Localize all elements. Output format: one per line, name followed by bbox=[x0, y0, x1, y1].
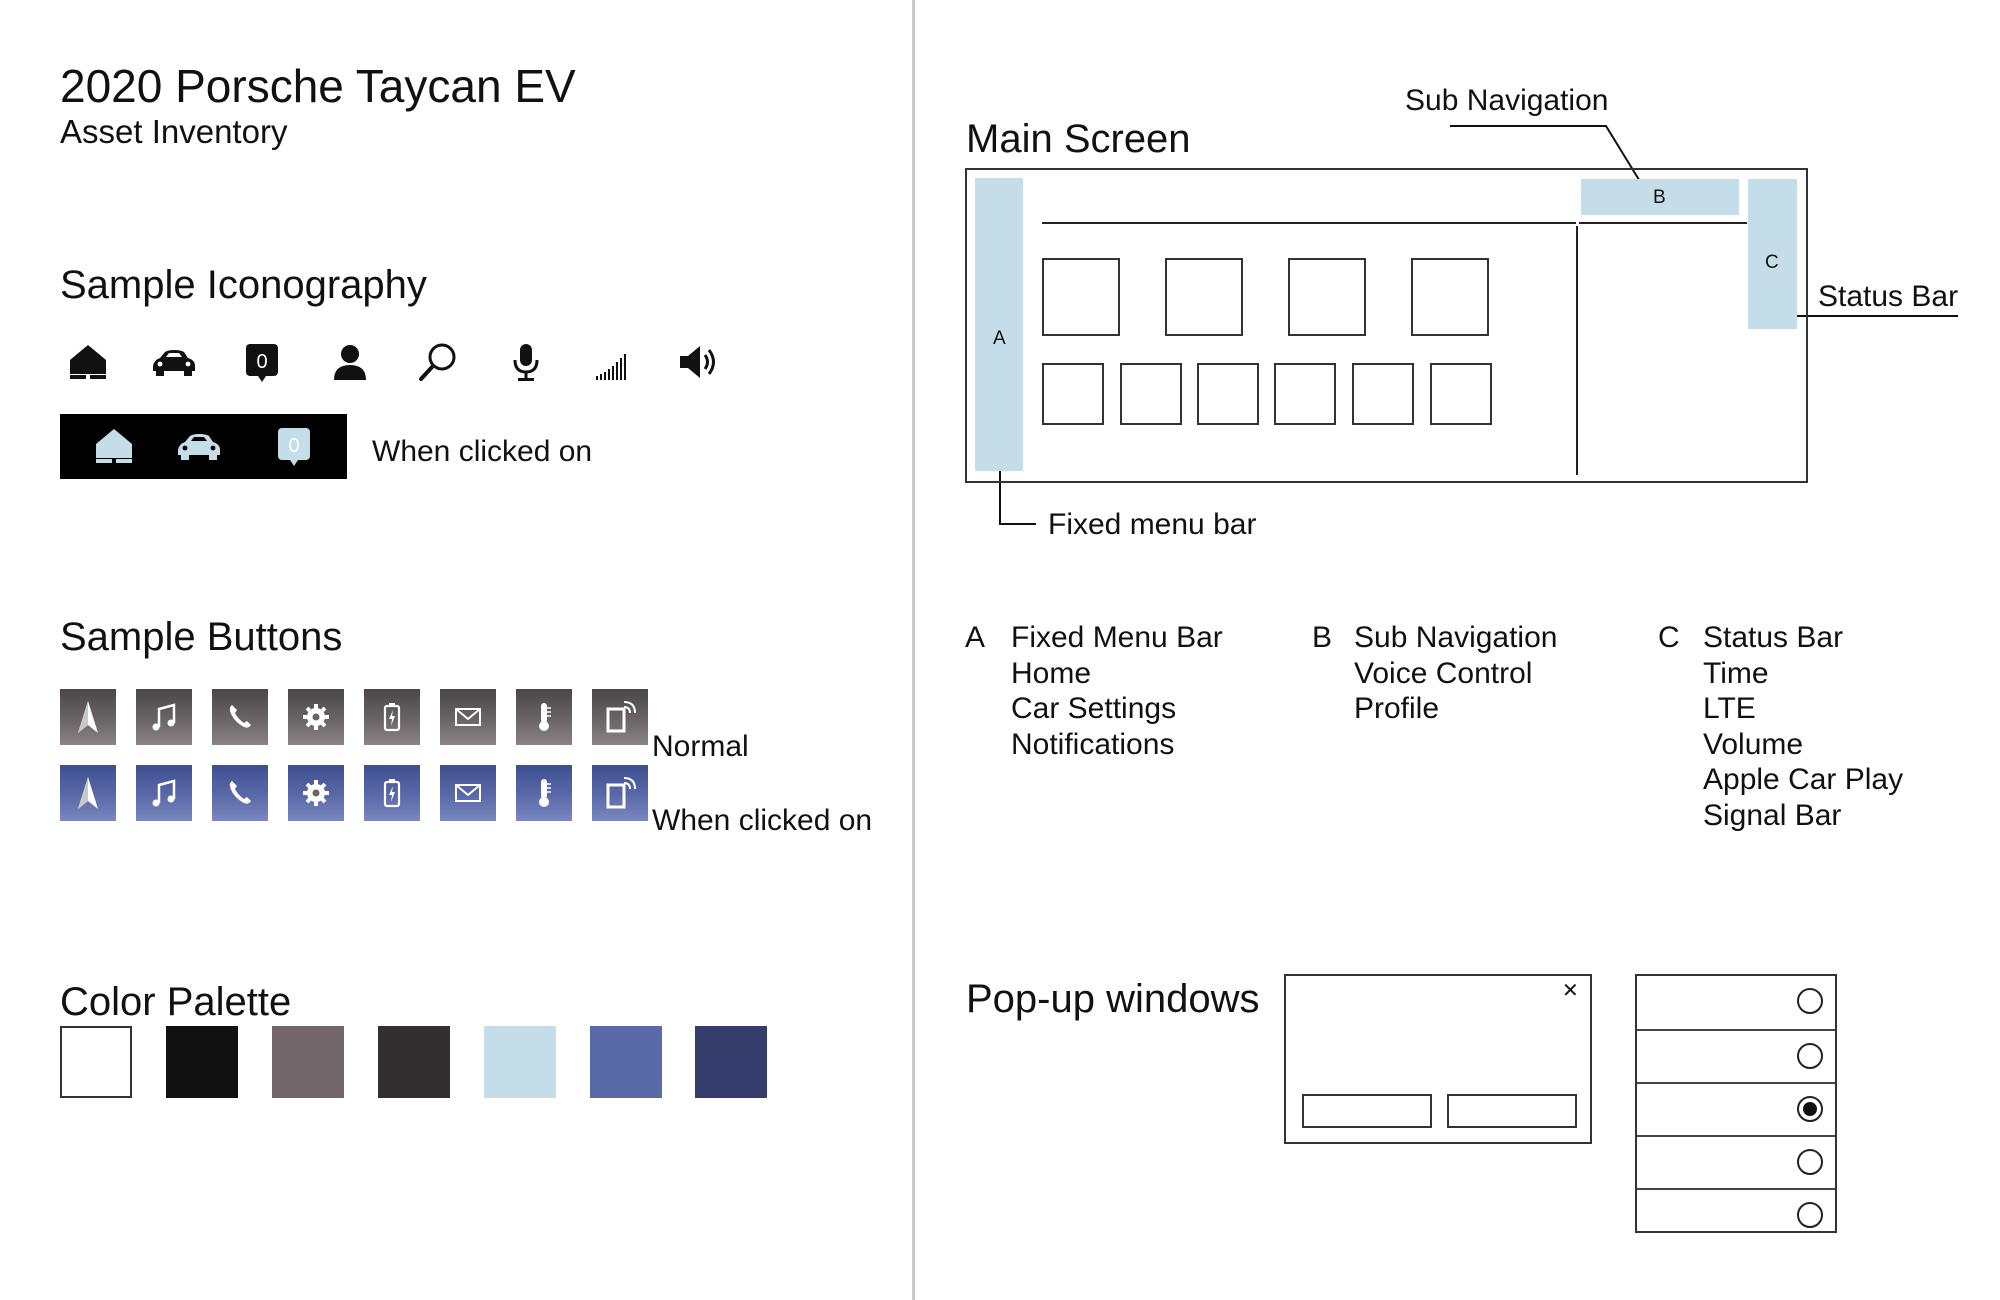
tile-small bbox=[1120, 363, 1182, 425]
status-bar-region bbox=[1748, 179, 1797, 329]
page-title: 2020 Porsche Taycan EV bbox=[60, 60, 576, 112]
page-subtitle: Asset Inventory bbox=[60, 113, 288, 150]
dialog-button-right[interactable] bbox=[1447, 1094, 1577, 1128]
fixed-menu-bar-region bbox=[975, 178, 1023, 471]
content-split-rule bbox=[1576, 226, 1578, 475]
sub-navigation-callout: Sub Navigation bbox=[1405, 84, 1609, 117]
radio-button[interactable] bbox=[1797, 1043, 1823, 1069]
buttons-normal-caption: Normal bbox=[652, 730, 749, 763]
legend-item: Voice Control bbox=[1354, 656, 1533, 690]
radio-list-popup bbox=[1635, 974, 1837, 1233]
legend-key: A bbox=[965, 621, 986, 654]
tile-large bbox=[1165, 258, 1243, 336]
radio-option-row[interactable] bbox=[1637, 976, 1835, 1027]
notification-badge-count: 0 bbox=[288, 435, 300, 457]
legend-key: C bbox=[1658, 621, 1680, 654]
tile-large bbox=[1411, 258, 1489, 336]
fixed-menu-callout: Fixed menu bar bbox=[1048, 508, 1257, 541]
status-bar-callout: Status Bar bbox=[1818, 280, 1959, 313]
legend-item: Signal Bar bbox=[1703, 798, 1842, 832]
tile-small bbox=[1352, 363, 1414, 425]
buttons-clicked-caption: When clicked on bbox=[652, 804, 873, 837]
legend-item: Time bbox=[1703, 656, 1769, 690]
dialog-button-left[interactable] bbox=[1302, 1094, 1432, 1128]
buttons-heading: Sample Buttons bbox=[60, 615, 343, 659]
main-screen-frame bbox=[965, 168, 1808, 483]
tile-large bbox=[1288, 258, 1366, 336]
iconography-heading: Sample Iconography bbox=[60, 263, 427, 307]
legend-item: Apple Car Play bbox=[1703, 763, 1904, 796]
tile-small bbox=[1197, 363, 1259, 425]
close-icon[interactable]: ✕ bbox=[1562, 980, 1579, 1002]
legend-item: LTE bbox=[1703, 692, 1756, 725]
legend-key: B bbox=[1312, 621, 1333, 654]
palette-heading: Color Palette bbox=[60, 980, 292, 1024]
content-top-rule bbox=[1042, 222, 1576, 224]
radio-button[interactable] bbox=[1797, 1149, 1823, 1175]
radio-option-row[interactable] bbox=[1637, 1188, 1835, 1241]
popups-heading: Pop-up windows bbox=[966, 977, 1260, 1021]
legend-item: Sub Navigation bbox=[1354, 621, 1558, 654]
legend-item: Car Settings bbox=[1011, 692, 1177, 725]
tile-small bbox=[1042, 363, 1104, 425]
legend-item: Volume bbox=[1703, 727, 1804, 761]
tile-small bbox=[1274, 363, 1336, 425]
main-screen-heading: Main Screen bbox=[966, 117, 1191, 161]
notification-badge-count: 0 bbox=[256, 351, 268, 373]
region-a-label: A bbox=[993, 328, 1006, 349]
legend-item: Fixed Menu Bar bbox=[1011, 621, 1223, 654]
legend-item: Notifications bbox=[1011, 727, 1175, 761]
legend-item: Status Bar bbox=[1703, 621, 1844, 654]
sub-navigation-region bbox=[1581, 179, 1739, 215]
radio-option-row[interactable] bbox=[1637, 1082, 1835, 1135]
radio-button[interactable] bbox=[1797, 1096, 1823, 1122]
tile-small bbox=[1430, 363, 1492, 425]
legend-item: Profile bbox=[1354, 692, 1440, 725]
radio-option-row[interactable] bbox=[1637, 1029, 1835, 1082]
region-c-label: C bbox=[1765, 252, 1779, 273]
region-b-label: B bbox=[1653, 187, 1666, 208]
radio-option-row[interactable] bbox=[1637, 1135, 1835, 1188]
subnav-top-rule bbox=[1579, 222, 1747, 224]
legend-item: Home bbox=[1011, 656, 1092, 690]
icon-clicked-caption: When clicked on bbox=[372, 435, 593, 468]
radio-button[interactable] bbox=[1797, 988, 1823, 1014]
radio-button[interactable] bbox=[1797, 1202, 1823, 1228]
dialog-popup bbox=[1284, 974, 1592, 1144]
tile-large bbox=[1042, 258, 1120, 336]
